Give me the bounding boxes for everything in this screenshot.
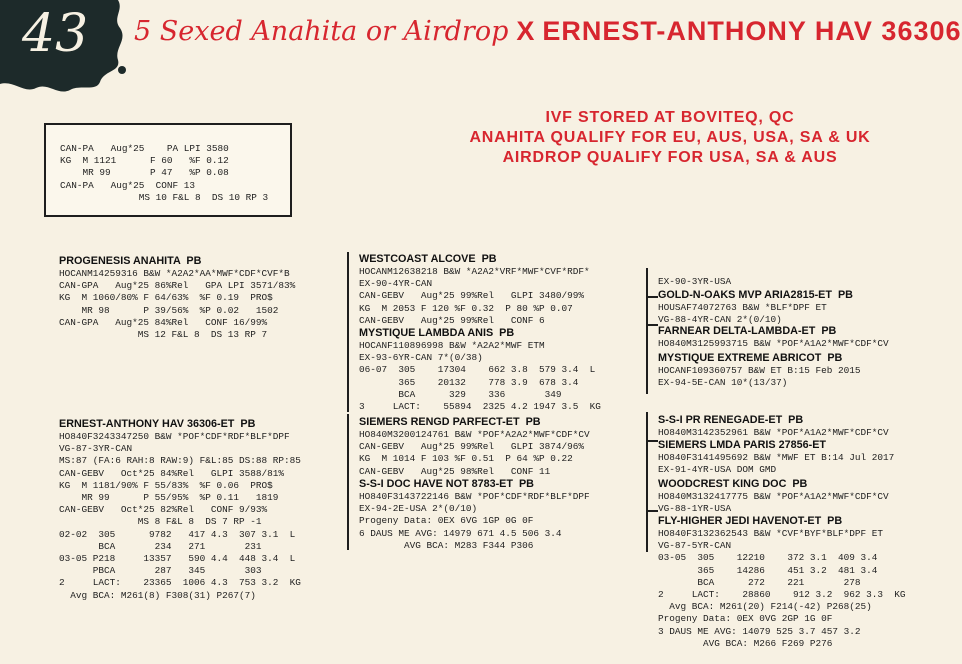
mystique-abricot-details: HOCANF109360757 B&W ET B:15 Feb 2015 EX-94-5E-CAN 10*(13/37) <box>658 365 861 389</box>
sire-sire-name: SIEMERS RENGD PARFECT-ET PB <box>359 416 541 428</box>
dam-block <box>59 255 295 341</box>
sire-name: ERNEST-ANTHONY HAV 36306-ET PB <box>59 418 256 430</box>
gold-n-oaks-name: GOLD-N-OAKS MVP ARIA2815-ET PB <box>658 289 853 301</box>
sire-sire-block <box>359 416 590 478</box>
fly-higher-name: FLY-HIGHER JEDI HAVENOT-ET PB <box>658 515 843 527</box>
dam-sire-name: WESTCOAST ALCOVE PB <box>359 253 497 265</box>
fly-higher-details: HO840F3132362543 B&W *CVF*BYF*BLF*DPF ET VG-87-5YR-CAN 03-05 305 12210 372 3.1 409 3.4 365 14286 451 3.2 481 3.4 BCA 272 221 278 2 LACT: 28860 912 3.2 962 3.3 KG Avg BCA: M261(20) F214(-42) P268(25) Progeny Data: 0EX 0VG 2GP 1G 0F 3 DAUS ME AVG: 14079 525 3.7 457 3.2 AVG BCA: M266 F269 P276 <box>658 528 906 649</box>
sire-dam-name: S-S-I DOC HAVE NOT 8783-ET PB <box>359 478 534 490</box>
tick-ss <box>646 440 658 442</box>
sire-dam-block <box>359 478 590 552</box>
bracket-ds-dam <box>646 298 648 324</box>
dam-dam-details: HOCANF110896998 B&W *A2A2*MWF ETM EX-93-6YR-CAN 7*(0/38) 06-07 305 17304 662 3.8 579 3.4 L 365 20132 778 3.9 678 3.4 BCA 329 336 349 3 LACT: 55894 2325 4.2 1947 3.5 KG <box>359 340 601 413</box>
bracket-dam-dam <box>347 332 349 412</box>
sire-details: HO840F3243347250 B&W *POF*CDF*RDF*BLF*DPF VG-87-3YR-CAN MS:87 (FA:6 RAH:8 RAW:9) F&L:85 DS:88 RP:85 CAN-GEBV Oct*25 84%Rel GLPI 3588/81% KG M 1181/90% F 55/83% %F 0.06 PRO$ MR 99 P 55/95% %P 0.11 1819 CAN-GEBV Oct*25 82%Rel CONF 9/93% MS 8 F&L 8 DS 7 RP -1 02-02 305 9782 417 4.3 307 3.1 L BCA 234 271 231 03-05 P218 13357 590 4.4 448 3.4 L PBCA 287 345 303 2 LACT: 23365 1006 4.3 753 3.2 KG Avg BCA: M261(8) F308(31) P267(7) <box>59 431 301 601</box>
bracket-dd-dam <box>646 354 648 394</box>
bracket-ds-sire <box>646 268 648 298</box>
title-bull: ERNEST-ANTHONY HAV 36306 <box>542 16 962 46</box>
dam-sire-block <box>359 253 590 327</box>
gold-n-oaks-block <box>658 289 853 326</box>
bracket-ss-sire <box>646 412 648 440</box>
sire-dam-details: HO840F3143722146 B&W *POF*CDF*RDF*BLF*DPF EX-94-2E-USA 2*(0/10) Progeny Data: 0EX 6VG 1GP 0G 0F 6 DAUS ME AVG: 14979 671 4.5 506 3.4 AVG BCA: M283 F344 P306 <box>359 491 590 551</box>
dam-sire-dam-block <box>658 276 731 288</box>
mystique-abricot-block <box>658 352 861 389</box>
ivf-notice <box>450 108 890 168</box>
lot-badge <box>0 0 128 92</box>
siemers-paris-name: SIEMERS LMDA PARIS 27856-ET <box>658 439 826 451</box>
fly-higher-block <box>658 515 906 650</box>
dam-sire-details: HOCANM12638218 B&W *A2A2*VRF*MWF*CVF*RDF* EX-90-4YR-CAN CAN-GEBV Aug*25 99%Rel GLPI 3480/99% KG M 2053 F 120 %F 0.32 P 80 %P 0.07 CAN-GEBV Aug*25 99%Rel CONF 6 <box>359 266 590 326</box>
lot-number: 43 <box>22 4 89 64</box>
farnear-block <box>658 325 889 350</box>
bracket-dam-sire <box>347 252 349 332</box>
farnear-details: HO840M3125993715 B&W *POF*A1A2*MWF*CDF*CV <box>658 338 889 349</box>
renegade-block <box>658 414 889 439</box>
notice-line-2: ANAHITA QUALIFY FOR EU, AUS, USA, SA & UK <box>469 129 871 146</box>
renegade-name: S-S-I PR RENEGADE-ET PB <box>658 414 804 426</box>
title-script: 5 Sexed Anahita or Airdrop <box>134 16 509 47</box>
woodcrest-name: WOODCREST KING DOC PB <box>658 478 808 490</box>
summary-box <box>44 123 292 217</box>
gold-n-oaks-details: HOUSAF74072763 B&W *BLF*DPF ET VG-88-4YR-CAN 2*(0/10) <box>658 302 827 326</box>
title-cross: X <box>516 16 535 46</box>
siemers-paris-block <box>658 439 894 476</box>
sire-sire-details: HO840M3200124761 B&W *POF*A2A2*MWF*CDF*CV CAN-GEBV Aug*25 99%Rel GLPI 3874/96% KG M 1014 F 103 %F 0.51 P 64 %P 0.22 CAN-GEBV Aug*25 98%Rel CONF 11 <box>359 429 590 477</box>
bracket-dd-sire <box>646 326 648 354</box>
bracket-sire-dam <box>347 480 349 550</box>
dam-dam-block <box>359 327 601 413</box>
dam-name: PROGENESIS ANAHITA PB <box>59 255 202 267</box>
notice-line-3: AIRDROP QUALIFY FOR USA, SA & AUS <box>502 149 838 166</box>
tick-sd <box>646 510 658 512</box>
dam-dam-name: MYSTIQUE LAMBDA ANIS PB <box>359 327 515 339</box>
page-title <box>134 18 962 48</box>
tick-dd <box>646 324 658 326</box>
summary-text: CAN-PA Aug*25 PA LPI 3580 KG M 1121 F 60 %F 0.12 MR 99 P 47 %P 0.08 CAN-PA Aug*25 CONF 13 MS 10 F&L 8 DS 10 RP 3 <box>60 143 269 203</box>
farnear-name: FARNEAR DELTA-LAMBDA-ET PB <box>658 325 837 337</box>
bracket-sd-dam <box>646 512 648 552</box>
siemers-paris-details: HO840F3141495692 B&W *MWF ET B:14 Jul 2017 EX-91-4YR-USA DOM GMD <box>658 452 895 476</box>
mystique-abricot-name: MYSTIQUE EXTREME ABRICOT PB <box>658 352 843 364</box>
dam-sire-dam-details: EX-90-3YR-USA <box>658 276 732 287</box>
sire-block <box>59 418 301 602</box>
tick-ds <box>646 296 658 298</box>
renegade-details: HO840M3142352961 B&W *POF*A1A2*MWF*CDF*CV <box>658 427 889 438</box>
bracket-ss-dam <box>646 440 648 476</box>
dam-details: HOCANM14259316 B&W *A2A2*AA*MWF*CDF*CVF*B CAN-GPA Aug*25 86%Rel GPA LPI 3571/83% KG M 1060/80% F 64/63% %F 0.19 PRO$ MR 98 P 39/56% %P 0.02 1502 CAN-GPA Aug*25 84%Rel CONF 16/99% MS 12 F&L 8 DS 13 RP 7 <box>59 268 296 341</box>
notice-line-1: IVF STORED AT BOVITEQ, QC <box>545 109 795 126</box>
bracket-sd-sire <box>646 476 648 512</box>
bracket-sire-sire <box>347 414 349 482</box>
woodcrest-block <box>658 478 889 515</box>
woodcrest-details: HO840M3132417775 B&W *POF*A1A2*MWF*CDF*CV VG-88-1YR-USA <box>658 491 889 515</box>
